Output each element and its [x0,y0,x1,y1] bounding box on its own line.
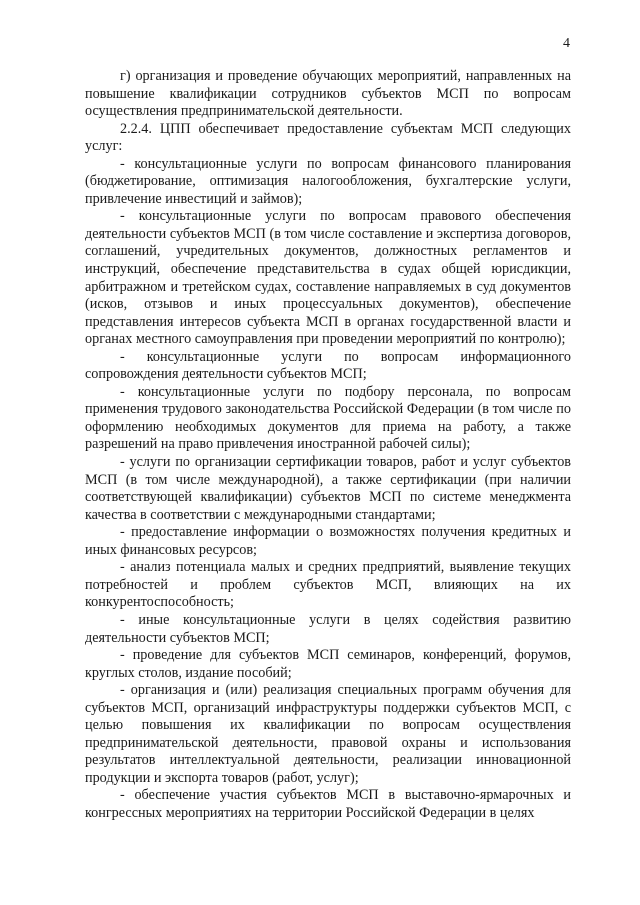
paragraph: - услуги по организации сертификации товаров, работ и услуг субъектов МСП (в том числе международной), а также сертификации (при наличии соответствующей квалификации) субъектов МСП по системе менеджмента качества в соответствии с международными стандартами; [85,454,571,523]
paragraph: - консультационные услуги по вопросам информационного сопровождения деятельности субъектов МСП; [85,348,571,383]
paragraph: - консультационные услуги по подбору персонала, по вопросам применения трудового законодательства Российской Федерации (в том числе по оформлению необходимых документов для приема на работу, а также разрешений на право привлечения иностранной рабочей силы); [85,383,571,453]
paragraph: - анализ потенциала малых и средних предприятий, выявление текущих потребностей и проблем субъектов МСП, влияющих на их конкурентоспособность; [85,559,571,611]
paragraph: - предоставление информации о возможностях получения кредитных и иных финансовых ресурсов; [85,524,571,558]
paragraph: - консультационные услуги по вопросам финансового планирования (бюджетирование, оптимизация налогообложения, бухгалтерские услуги, привлечение инвестиций и займов); [85,155,571,207]
paragraph: 2.2.4. ЦПП обеспечивает предоставление субъектам МСП следующих услуг: [85,120,571,155]
paragraph: - иные консультационные услуги в целях содействия развитию деятельности субъектов МСП; [85,611,571,646]
document-body [85,68,571,823]
paragraph: - организация и (или) реализация специальных программ обучения для субъектов МСП, организаций инфраструктуры поддержки субъектов МСП, с целью повышения их квалификации по вопросам осуществления предпринимательской деятельности, правовой охраны и использования результатов интеллектуальной деятельности, реализации инновационной продукции и экспорта товаров (работ, услуг); [85,682,571,786]
paragraph: - проведение для субъектов МСП семинаров, конференций, форумов, круглых столов, издание пособий; [85,647,571,681]
paragraph: - обеспечение участия субъектов МСП в выставочно-ярмарочных и конгрессных мероприятиях на территории Российской Федерации в целях [85,787,571,821]
paragraph: - консультационные услуги по вопросам правового обеспечения деятельности субъектов МСП (в том числе составление и экспертиза договоров, соглашений, учредительных документов, должностных регламентов и инструкций, обеспечение представительства в судах общей юрисдикции, арбитражном и третейском судах, составление направляемых в суд документов (исков, отзывов и иных процессуальных документов), обеспечение представления интересов субъекта МСП в органах государственной власти и органах местного самоуправления при проведении мероприятий по контролю); [85,208,571,348]
paragraph: г) организация и проведение обучающих мероприятий, направленных на повышение квалификации сотрудников субъектов МСП по вопросам осуществления предпринимательской деятельности. [85,68,571,120]
page-number: 4 [563,36,570,51]
